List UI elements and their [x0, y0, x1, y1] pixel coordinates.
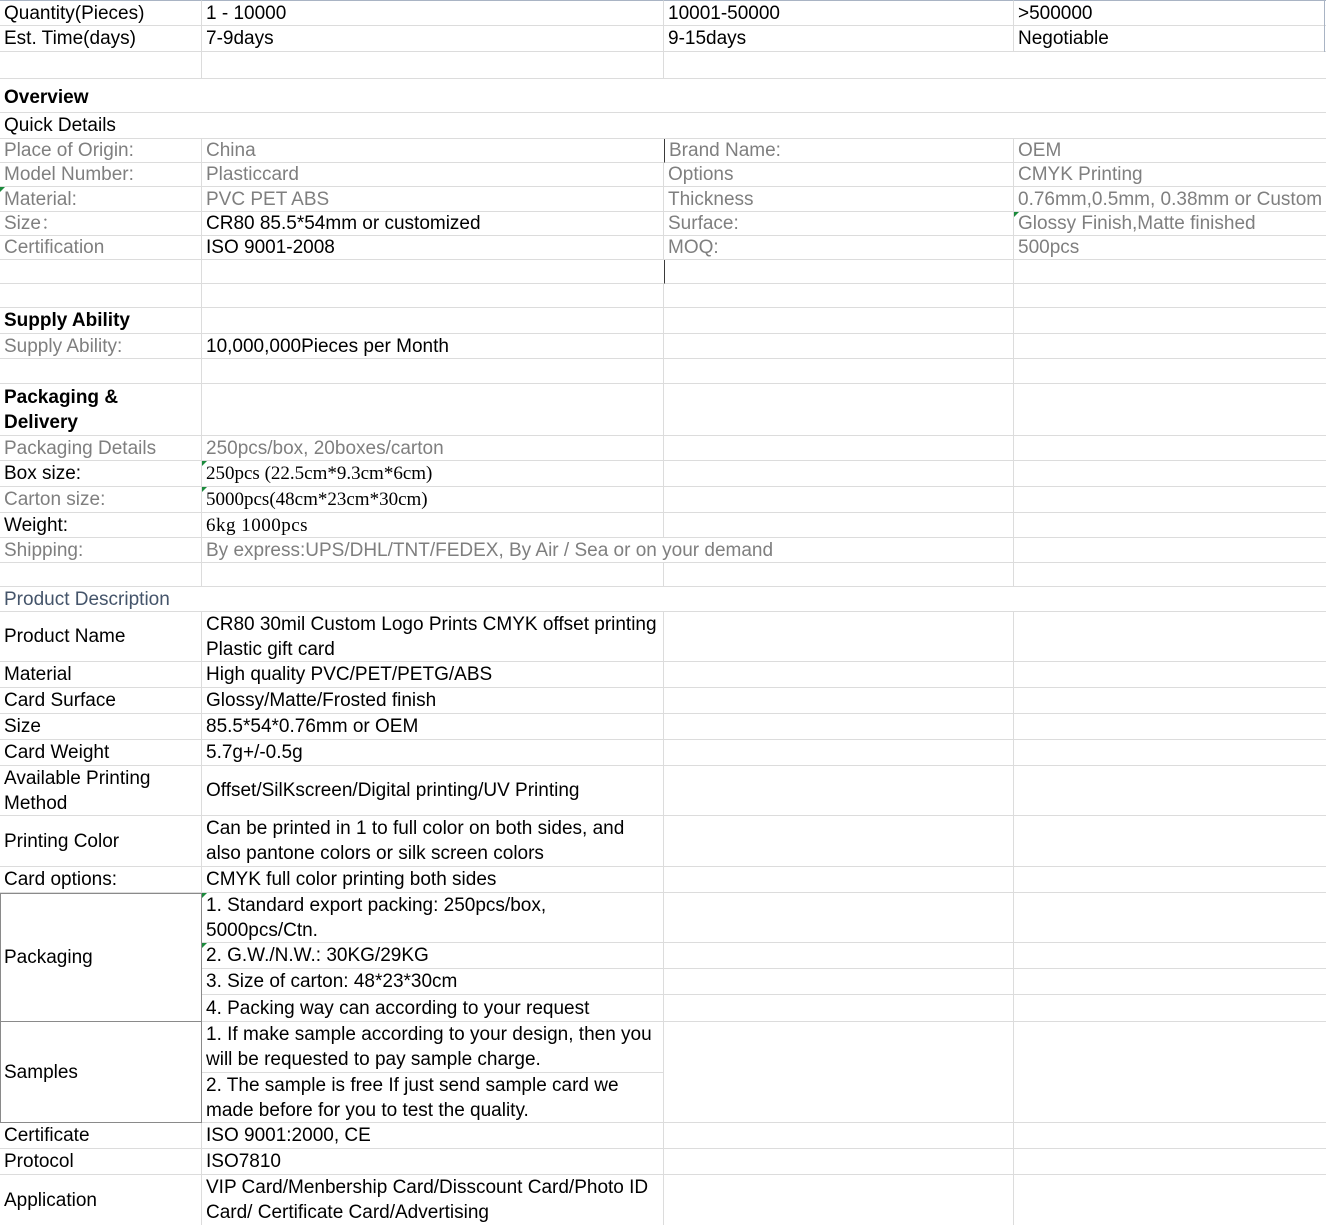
detail-value[interactable]: PVC PET ABS: [202, 187, 664, 212]
empty-cell[interactable]: [664, 52, 1014, 79]
empty-cell[interactable]: [1014, 284, 1326, 308]
empty-cell[interactable]: [664, 461, 1014, 487]
empty-cell[interactable]: [1014, 766, 1326, 816]
packaging-heading[interactable]: Packaging & Delivery: [0, 384, 202, 436]
pd-label[interactable]: Available Printing Method: [0, 766, 202, 816]
pd-packaging-line[interactable]: 3. Size of carton: 48*23*30cm: [202, 969, 664, 995]
detail-value[interactable]: CMYK Printing: [1014, 163, 1326, 187]
detail-label[interactable]: Place of Origin:: [0, 139, 202, 163]
empty-cell[interactable]: [664, 384, 1014, 436]
empty-cell[interactable]: [1014, 487, 1326, 513]
packaging-label[interactable]: Carton size:: [0, 487, 202, 513]
pd-value[interactable]: ISO 9001:2000, CE: [202, 1123, 664, 1149]
empty-cell[interactable]: [202, 308, 664, 334]
detail-label[interactable]: Brand Name:: [664, 139, 1014, 163]
pd-label[interactable]: Card Weight: [0, 740, 202, 766]
empty-cell[interactable]: [1014, 816, 1326, 867]
empty-cell[interactable]: [664, 563, 1014, 587]
detail-value[interactable]: Plasticcard: [202, 163, 664, 187]
empty-cell[interactable]: [664, 740, 1014, 766]
empty-cell[interactable]: [1014, 513, 1326, 538]
empty-cell[interactable]: [1014, 1123, 1326, 1149]
cell-esttime-v2[interactable]: 9-15days: [664, 26, 1014, 52]
empty-cell[interactable]: [202, 384, 664, 436]
empty-cell[interactable]: [1014, 260, 1326, 284]
empty-cell[interactable]: [1014, 359, 1326, 384]
detail-value[interactable]: China: [202, 139, 664, 163]
cell-quantity-v2[interactable]: 10001-50000: [664, 0, 1014, 26]
pd-value[interactable]: 5.7g+/-0.5g: [202, 740, 664, 766]
packaging-label[interactable]: Weight:: [0, 513, 202, 538]
empty-cell[interactable]: [664, 260, 1014, 284]
detail-value[interactable]: 500pcs: [1014, 236, 1326, 260]
detail-label[interactable]: Options: [664, 163, 1014, 187]
packaging-value[interactable]: 250pcs (22.5cm*9.3cm*6cm): [202, 461, 664, 487]
empty-cell[interactable]: [664, 308, 1014, 334]
empty-cell[interactable]: [202, 359, 664, 384]
empty-cell[interactable]: [664, 995, 1014, 1022]
empty-cell[interactable]: [1014, 612, 1326, 662]
empty-cell[interactable]: [664, 943, 1014, 969]
overview-heading[interactable]: Overview: [0, 79, 1326, 113]
pd-label[interactable]: Size: [0, 714, 202, 740]
empty-cell[interactable]: [202, 260, 664, 284]
pd-label[interactable]: Certificate: [0, 1123, 202, 1149]
pd-label[interactable]: Printing Color: [0, 816, 202, 867]
empty-cell[interactable]: [1014, 867, 1326, 893]
detail-label[interactable]: Model Number:: [0, 163, 202, 187]
empty-cell[interactable]: [664, 766, 1014, 816]
empty-cell[interactable]: [1014, 384, 1326, 436]
empty-cell[interactable]: [0, 359, 202, 384]
pd-value[interactable]: Glossy/Matte/Frosted finish: [202, 688, 664, 714]
empty-cell[interactable]: [664, 284, 1014, 308]
empty-cell[interactable]: [202, 284, 664, 308]
pd-value[interactable]: VIP Card/Menbership Card/Disscount Card/Photo ID Card/ Certificate Card/Advertising: [202, 1175, 664, 1225]
pd-packaging-line[interactable]: 1. Standard export packing: 250pcs/box, 5000pcs/Ctn.: [202, 893, 664, 943]
empty-cell[interactable]: [1014, 943, 1326, 969]
pd-value[interactable]: ISO7810: [202, 1149, 664, 1175]
empty-cell[interactable]: [0, 260, 202, 284]
empty-cell[interactable]: [664, 662, 1014, 688]
quick-details-heading[interactable]: Quick Details: [0, 113, 1326, 139]
empty-cell[interactable]: [1014, 1175, 1326, 1225]
pd-label[interactable]: Card Surface: [0, 688, 202, 714]
empty-cell[interactable]: [0, 563, 202, 587]
empty-cell[interactable]: [1014, 969, 1326, 995]
detail-label[interactable]: Size：: [0, 212, 202, 236]
empty-cell[interactable]: [664, 612, 1014, 662]
empty-cell[interactable]: [664, 893, 1014, 943]
cell-esttime-v3[interactable]: Negotiable: [1014, 26, 1326, 52]
empty-cell[interactable]: [1014, 461, 1326, 487]
empty-cell[interactable]: [202, 52, 664, 79]
detail-label[interactable]: Surface:: [664, 212, 1014, 236]
pd-packaging-line[interactable]: 2. G.W./N.W.: 30KG/29KG: [202, 943, 664, 969]
empty-cell[interactable]: [664, 1149, 1014, 1175]
pd-label[interactable]: Material: [0, 662, 202, 688]
empty-cell[interactable]: [1014, 1022, 1326, 1123]
empty-cell[interactable]: [0, 284, 202, 308]
detail-label[interactable]: MOQ:: [664, 236, 1014, 260]
pd-label[interactable]: Application: [0, 1175, 202, 1225]
cell-esttime-v1[interactable]: 7-9days: [202, 26, 664, 52]
empty-cell[interactable]: [1014, 52, 1326, 79]
pd-value[interactable]: Offset/SilKscreen/Digital printing/UV Printing: [202, 766, 664, 816]
pd-label[interactable]: Protocol: [0, 1149, 202, 1175]
supply-heading[interactable]: Supply Ability: [0, 308, 202, 334]
empty-cell[interactable]: [664, 334, 1014, 359]
pd-packaging-line[interactable]: 4. Packing way can according to your request: [202, 995, 664, 1022]
pd-label[interactable]: Card options:: [0, 867, 202, 893]
product-description-heading[interactable]: Product Description: [0, 587, 1326, 612]
detail-value[interactable]: 0.76mm,0.5mm, 0.38mm or Custom: [1014, 187, 1326, 212]
packaging-value[interactable]: By express:UPS/DHL/TNT/FEDEX, By Air / Sea or on your demand: [202, 538, 1014, 563]
empty-cell[interactable]: [1014, 436, 1326, 461]
detail-label[interactable]: Material:: [0, 187, 202, 212]
empty-cell[interactable]: [1014, 334, 1326, 359]
pd-value[interactable]: Can be printed in 1 to full color on both sides, and also pantone colors or silk screen colors: [202, 816, 664, 867]
detail-label[interactable]: Certification: [0, 236, 202, 260]
packaging-label[interactable]: Shipping:: [0, 538, 202, 563]
empty-cell[interactable]: [1014, 662, 1326, 688]
empty-cell[interactable]: [1014, 563, 1326, 587]
pd-value[interactable]: CR80 30mil Custom Logo Prints CMYK offset printing Plastic gift card: [202, 612, 664, 662]
empty-cell[interactable]: [202, 563, 664, 587]
packaging-value[interactable]: 6kg 1000pcs: [202, 513, 664, 538]
cell-quantity-label[interactable]: Quantity(Pieces): [0, 0, 202, 26]
empty-cell[interactable]: [1014, 538, 1326, 563]
pd-value[interactable]: High quality PVC/PET/PETG/ABS: [202, 662, 664, 688]
empty-cell[interactable]: [664, 969, 1014, 995]
empty-cell[interactable]: [664, 487, 1014, 513]
detail-label[interactable]: Thickness: [664, 187, 1014, 212]
empty-cell[interactable]: [1014, 1149, 1326, 1175]
cell-quantity-v3[interactable]: >500000: [1014, 0, 1326, 26]
pd-samples-line[interactable]: 2. The sample is free If just send sample card we made before for you to test the quality.: [202, 1073, 664, 1123]
packaging-value[interactable]: 5000pcs(48cm*23cm*30cm): [202, 487, 664, 513]
empty-cell[interactable]: [664, 714, 1014, 740]
table-border: [1324, 0, 1325, 52]
cell-esttime-label[interactable]: Est. Time(days): [0, 26, 202, 52]
empty-cell[interactable]: [664, 816, 1014, 867]
supply-value[interactable]: 10,000,000Pieces per Month: [202, 334, 664, 359]
empty-cell[interactable]: [664, 1123, 1014, 1149]
detail-value[interactable]: ISO 9001-2008: [202, 236, 664, 260]
packaging-value[interactable]: 250pcs/box, 20boxes/carton: [202, 436, 664, 461]
empty-cell[interactable]: [0, 52, 202, 79]
detail-value[interactable]: Glossy Finish,Matte finished: [1014, 212, 1326, 236]
pd-label[interactable]: Product Name: [0, 612, 202, 662]
empty-cell[interactable]: [1014, 995, 1326, 1022]
empty-cell[interactable]: [664, 436, 1014, 461]
empty-cell[interactable]: [664, 1175, 1014, 1225]
empty-cell[interactable]: [1014, 688, 1326, 714]
empty-cell[interactable]: [664, 867, 1014, 893]
pd-samples-line[interactable]: 1. If make sample according to your design, then you will be requested to pay sample charge.: [202, 1022, 664, 1073]
pd-value[interactable]: CMYK full color printing both sides: [202, 867, 664, 893]
empty-cell[interactable]: [664, 688, 1014, 714]
empty-cell[interactable]: [1014, 308, 1326, 334]
packaging-label[interactable]: Box size:: [0, 461, 202, 487]
empty-cell[interactable]: [1014, 740, 1326, 766]
empty-cell[interactable]: [664, 513, 1014, 538]
pd-packaging-label[interactable]: Packaging: [0, 893, 202, 1022]
empty-cell[interactable]: [1014, 893, 1326, 943]
empty-cell[interactable]: [1014, 714, 1326, 740]
supply-label[interactable]: Supply Ability:: [0, 334, 202, 359]
packaging-label[interactable]: Packaging Details: [0, 436, 202, 461]
pd-samples-label[interactable]: Samples: [0, 1022, 202, 1123]
detail-value[interactable]: CR80 85.5*54mm or customized: [202, 212, 664, 236]
detail-value[interactable]: OEM: [1014, 139, 1326, 163]
empty-cell[interactable]: [664, 1022, 1014, 1123]
pd-value[interactable]: 85.5*54*0.76mm or OEM: [202, 714, 664, 740]
cell-quantity-v1[interactable]: 1 - 10000: [202, 0, 664, 26]
empty-cell[interactable]: [664, 359, 1014, 384]
